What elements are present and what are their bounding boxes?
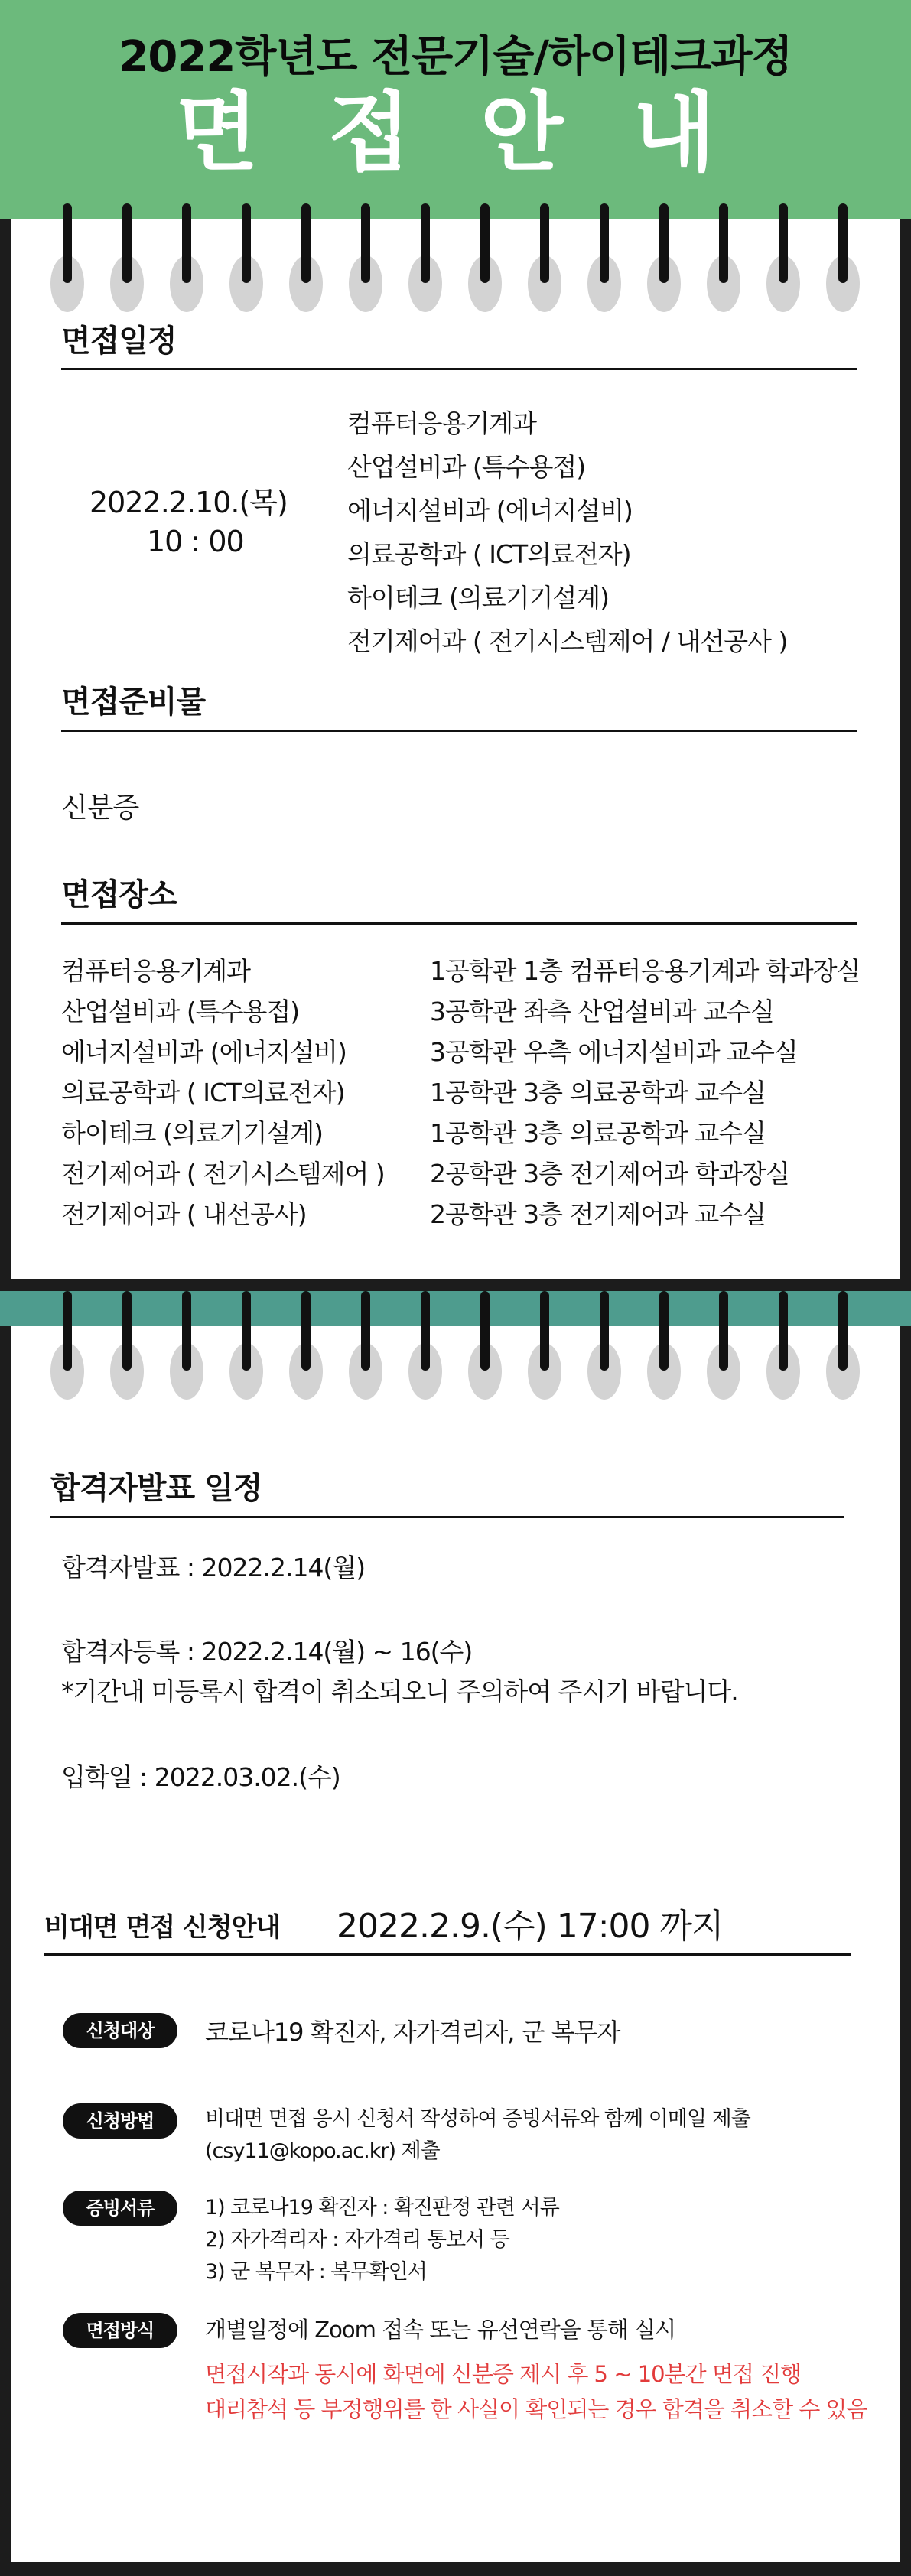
binder-ring-icon [468,1291,502,1400]
binder-ring-icon [647,1291,681,1400]
schedule-dept: 전기제어과 ( 전기시스템제어 / 내선공사 ) [347,626,788,656]
warning-line: 면접시작과 동시에 화면에 신분증 제시 후 5 ~ 10분간 면접 진행 [205,2361,802,2387]
binder-ring-icon [110,203,144,312]
binder-ring-icon [468,203,502,312]
binder-ring-icon [229,1291,263,1400]
binder-ring-icon [707,203,740,312]
binder-ring-icon [349,203,382,312]
binder-ring-icon [528,1291,561,1400]
place-dept: 전기제어과 ( 전기시스템제어 ) [61,1159,385,1189]
place-room: 2공학관 3층 전기제어과 학과장실 [430,1159,789,1189]
items-divider [61,730,857,732]
method-label: 신청방법 [63,2103,177,2139]
online-deadline: 2022.2.9.(수) 17:00 까지 [337,1907,724,1946]
binder-ring-icon [170,1291,203,1400]
ring-wire [301,203,311,283]
results-announce: 합격자발표 : 2022.2.14(월) [61,1553,366,1582]
ring-wire [421,1291,430,1371]
items-value: 신분증 [61,792,139,824]
ring-wire [540,1291,549,1371]
place-dept: 하이테크 (의료기기설계) [61,1118,324,1148]
ring-wire [63,1291,72,1371]
schedule-dept: 에너지설비과 (에너지설비) [347,496,633,525]
ring-wire [301,1291,311,1371]
results-divider [50,1516,844,1518]
warning-line: 대리참석 등 부정행위를 한 사실이 확인되는 경우 합격을 취소할 수 있음 [205,2396,867,2422]
binder-ring-icon [826,203,860,312]
ring-wire [659,1291,669,1371]
ring-wire [242,1291,251,1371]
ring-wire [63,203,72,283]
proof-line: 2) 자가격리자 : 자가격리 통보서 등 [205,2228,509,2252]
notice-sheet-2 [11,1326,900,2562]
mode-line: 개별일정에 Zoom 접속 또는 유선연락을 통해 실시 [205,2317,676,2343]
schedule-dept: 산업설비과 (특수용접) [347,452,586,482]
binder-ring-icon [766,203,800,312]
method-line2: (csy11@kopo.ac.kr) 제출 [205,2139,440,2163]
place-room: 3공학관 좌측 산업설비과 교수실 [430,997,774,1026]
ring-wire [779,1291,788,1371]
ring-wire [361,203,370,283]
target-label: 신청대상 [63,2013,177,2048]
proof-line: 1) 코로나19 확진자 : 확진판정 관련 서류 [205,2196,559,2220]
schedule-dept: 컴퓨터응용기계과 [347,408,537,438]
binder-ring-icon [110,1291,144,1400]
method-line1: 비대면 면접 응시 신청서 작성하여 증빙서류와 함께 이메일 제출 [205,2107,750,2131]
place-dept: 컴퓨터응용기계과 [61,956,251,986]
binder-ring-icon [766,1291,800,1400]
ring-wire [719,1291,728,1371]
proof-label: 증빙서류 [63,2191,177,2226]
binder-ring-icon [707,1291,740,1400]
ring-wire [242,203,251,283]
schedule-title: 면접일정 [61,324,177,359]
header-title: 면 접 안 내 [175,83,736,183]
results-register: 합격자등록 : 2022.2.14(월) ~ 16(수) [61,1637,473,1667]
binder-ring-icon [229,203,263,312]
target-text: 코로나19 확진자, 자가격리자, 군 복무자 [205,2018,620,2047]
binder-ring-icon [50,1291,84,1400]
header-banner [0,0,911,219]
ring-wire [600,203,609,283]
items-title: 면접준비물 [61,685,206,720]
binder-ring-icon [587,203,621,312]
online-title: 비대면 면접 신청안내 [44,1912,281,1943]
ring-wire [659,203,669,283]
binder-ring-icon [826,1291,860,1400]
header-subtitle: 2022학년도 전문기술/하이테크과정 [119,32,792,82]
binder-ring-icon [349,1291,382,1400]
place-room: 1공학관 3층 의료공학과 교수실 [430,1078,766,1107]
schedule-dept: 하이테크 (의료기기설계) [347,583,610,613]
place-room: 2공학관 3층 전기제어과 교수실 [430,1199,766,1229]
mode-label: 면접방식 [63,2313,177,2348]
schedule-date: 2022.2.10.(목) [89,486,288,519]
ring-wire [719,203,728,283]
binder-ring-icon [647,203,681,312]
ring-wire [838,1291,848,1371]
binder-ring-icon [289,1291,323,1400]
place-dept: 산업설비과 (특수용접) [61,997,300,1026]
place-room: 3공학관 우측 에너지설비과 교수실 [430,1037,798,1067]
ring-wire [122,1291,132,1371]
results-register-note: *기간내 미등록시 합격이 취소되오니 주의하여 주시기 바랍니다. [61,1677,738,1706]
notice-sheet-1 [11,219,900,1279]
binder-ring-icon [528,203,561,312]
binder-ring-icon [587,1291,621,1400]
place-dept: 의료공학과 ( ICT의료전자) [61,1078,345,1107]
ring-wire [480,203,490,283]
ring-wire [779,203,788,283]
place-dept: 에너지설비과 (에너지설비) [61,1037,347,1067]
ring-wire [480,1291,490,1371]
ring-wire [182,1291,191,1371]
ring-wire [540,203,549,283]
results-title: 합격자발표 일정 [50,1471,262,1506]
ring-wire [122,203,132,283]
binder-ring-icon [408,203,442,312]
ring-wire [838,203,848,283]
schedule-divider [61,368,857,370]
place-room: 1공학관 3층 의료공학과 교수실 [430,1118,766,1148]
binder-ring-icon [170,203,203,312]
ring-wire [361,1291,370,1371]
ring-wire [600,1291,609,1371]
place-room: 1공학관 1층 컴퓨터응용기계과 학과장실 [430,956,861,986]
place-title: 면접장소 [61,877,177,912]
ring-wire [182,203,191,283]
place-divider [61,922,857,925]
schedule-time: 10 : 00 [147,525,244,558]
binder-ring-icon [50,203,84,312]
results-entrance: 입학일 : 2022.03.02.(수) [61,1762,340,1792]
binder-ring-icon [408,1291,442,1400]
online-divider [44,1953,851,1956]
ring-wire [421,203,430,283]
schedule-dept: 의료공학과 ( ICT의료전자) [347,539,631,569]
proof-line: 3) 군 복무자 : 복무확인서 [205,2260,427,2284]
place-dept: 전기제어과 ( 내선공사) [61,1199,307,1229]
binder-ring-icon [289,203,323,312]
